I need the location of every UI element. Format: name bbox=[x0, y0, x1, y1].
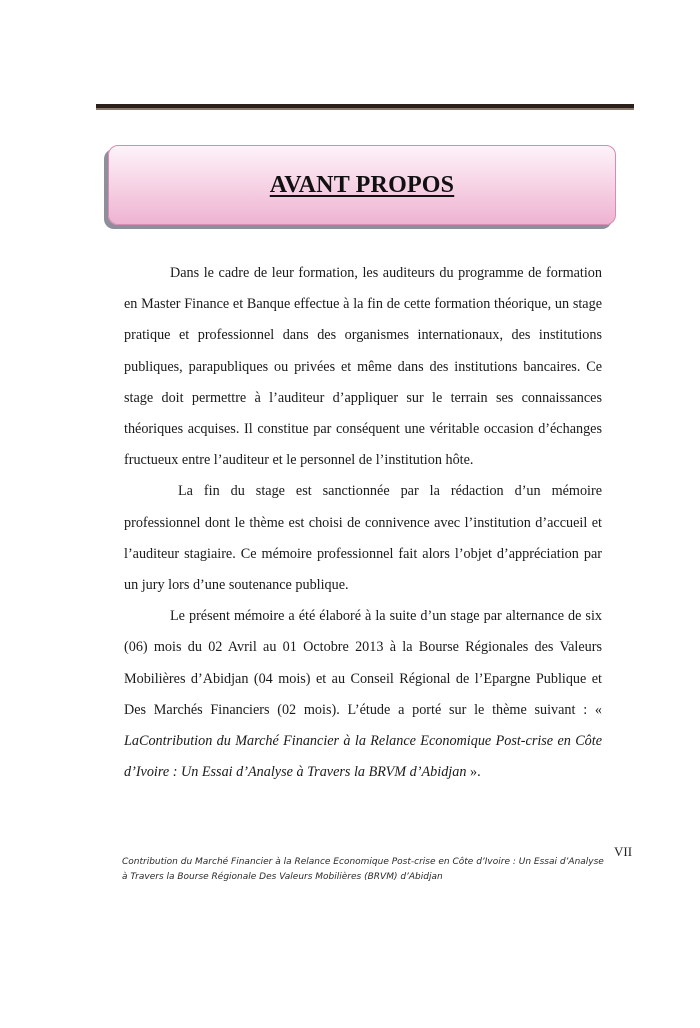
page-title: AVANT PROPOS bbox=[269, 172, 455, 198]
paragraph-3-lead: Le présent mémoire a été élaboré à la suite d’un stage par alternance de six (06) mois du 02 Avril au 01 Octobre 2013 à la Bourse Régionales des Valeurs Mobilières d’Abidjan (04 mois) et au Conseil Régional de l’Epargne Publique et Des Marchés Financiers (02 mois). L’étude a porté sur le thème suivant : « bbox=[124, 608, 602, 718]
paragraph-3-tail: ». bbox=[466, 764, 481, 781]
page-number: VII bbox=[614, 844, 633, 859]
document-body bbox=[124, 258, 602, 788]
paragraph-3 bbox=[124, 601, 602, 788]
thesis-theme: LaContribution du Marché Financier à la Relance Economique Post-crise en Côte d’Ivoire : Un Essai d’Analyse à Travers la BRVM d’Abidjan bbox=[124, 733, 602, 781]
header-rule bbox=[96, 104, 634, 108]
section-title-banner bbox=[108, 145, 616, 225]
paragraph-1: Dans le cadre de leur formation, les auditeurs du programme de formation en Master Finance et Banque effectue à la fin de cette formation théorique, un stage pratique et professionnel dans des organismes internationaux, des institutions publiques, parapubliques ou privées et même dans des institutions bancaires. Ce stage doit permettre à l’auditeur d’appliquer sur le terrain ses connaissances théoriques acquises. Il constitue par conséquent une véritable occasion d’échanges fructueux entre l’auditeur et le personnel de l’institution hôte. bbox=[124, 265, 602, 469]
paragraph-2: La fin du stage est sanctionnée par la rédaction d’un mémoire professionnel dont le thème est choisi de connivence avec l’institution d’accueil et l’auditeur stagiaire. Ce mémoire professionnel fait alors l’objet d’appréciation par un jury lors d’une soutenance publique. bbox=[124, 483, 602, 594]
footer-text: Contribution du Marché Financier à la Relance Economique Post-crise en Côte d’Ivoire : Un Essai d’Analyse à Travers la Bourse Régionale Des Valeurs Mobilières (BRVM) d’Abidjan bbox=[122, 857, 604, 882]
